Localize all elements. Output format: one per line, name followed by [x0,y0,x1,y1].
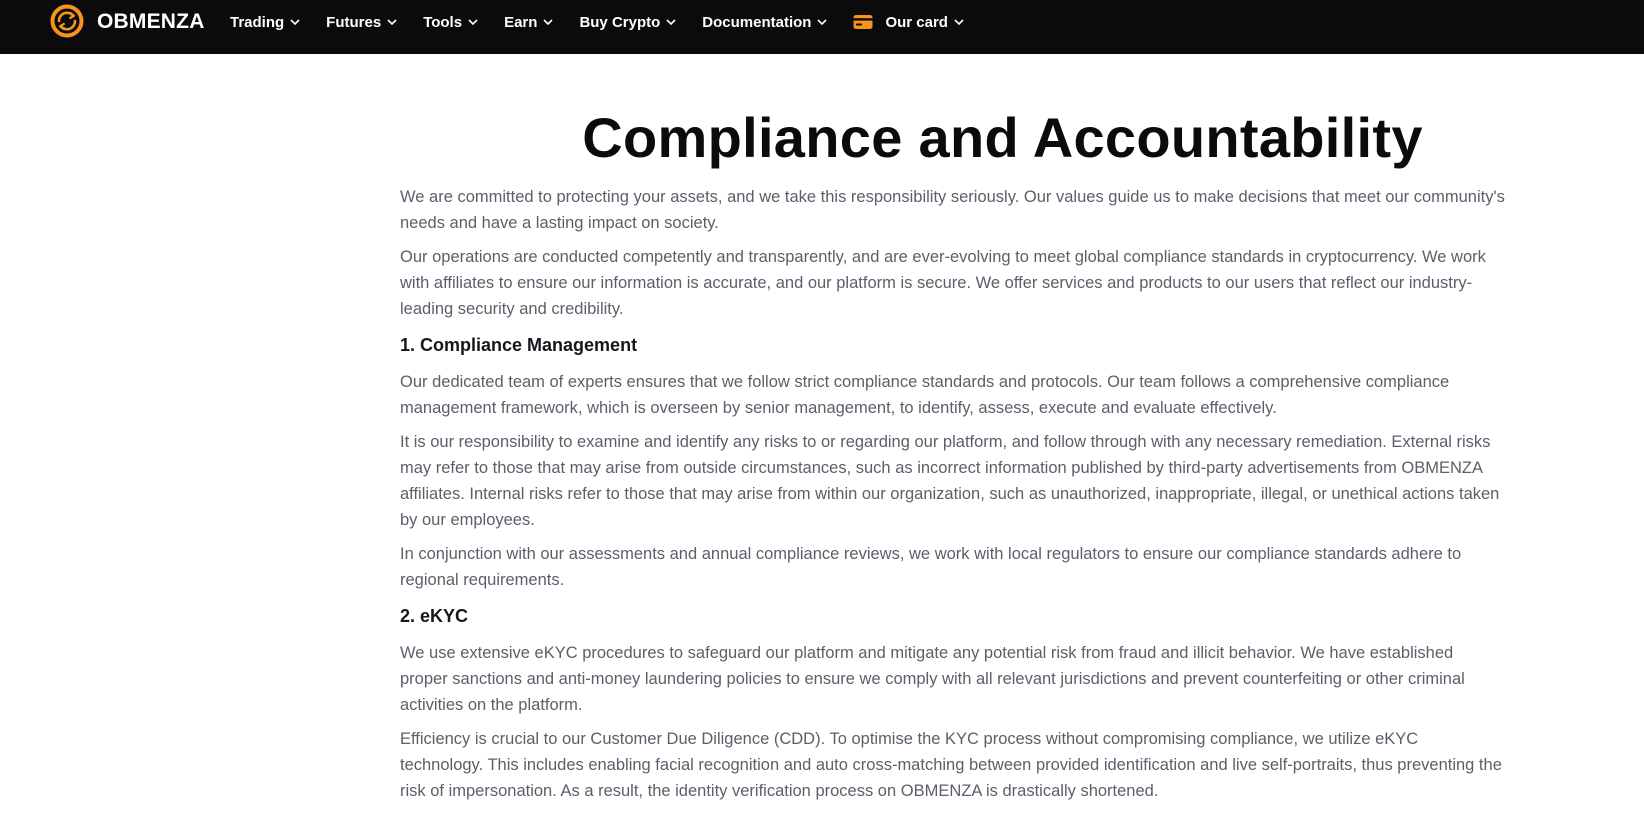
intro-paragraph: Our operations are conducted competently and transparently, and are ever-evolving to meet global compliance standards in cryptocurrency. We work with affiliates to ensure our information is accurate, and our platform is secure. We offer services and products to our users that reflect our industry-leading security and credibility. [400,248,1486,318]
chevron-down-icon [953,17,965,27]
nav-item-label: Documentation [702,13,812,31]
brand-name[interactable]: OBMENZA [97,10,205,33]
nav-item-label: Futures [326,13,382,31]
nav-item-label: Our card [885,13,948,31]
nav-item-documentation[interactable] [702,14,828,31]
nav-item-label: Trading [230,13,285,31]
nav-item-tools[interactable] [423,14,479,31]
main-content [400,100,1505,804]
nav-item-futures[interactable] [326,14,398,31]
section-paragraph: It is our responsibility to examine and identify any risks to or regarding our platform, and follow through with any necessary remediation. External risks may refer to those that may arise from outside circumstances, such as incorrect information published by third-party advertisements from OBMENZA affiliates. Internal risks refer to those that may arise from within our organization, such as unauthorized, inappropriate, illegal, or unethical actions taken by our employees. [400,433,1500,529]
chevron-down-icon [816,17,828,27]
nav-item-label: Tools [423,13,463,31]
nav-item-earn[interactable] [504,14,554,31]
top-navigation-bar [0,0,1644,54]
chevron-down-icon [467,17,479,27]
section-paragraph: In conjunction with our assessments and annual compliance reviews, we work with local regulators to ensure our compliance standards adhere to regional requirements. [400,545,1462,589]
section-paragraph: Efficiency is crucial to our Customer Due Diligence (CDD). To optimise the KYC process without compromising compliance, we utilize eKYC technology. This includes enabling facial recognition and auto cross-matching between provided identification and live self-portraits, thus preventing the risk of impersonation. As a result, the identity verification process on OBMENZA is drastically shortened. [400,730,1502,800]
chevron-down-icon [386,17,398,27]
section-paragraph: Our dedicated team of experts ensures that we follow strict compliance standards and protocols. Our team follows a comprehensive compliance management framework, which is overseen by senior management, to identify, assess, execute and evaluate effectively. [400,373,1450,417]
nav-item-buy-crypto[interactable] [579,14,677,31]
chevron-down-icon [542,17,554,27]
chevron-down-icon [665,17,677,27]
chevron-down-icon [289,17,301,27]
obmenza-logo-icon[interactable] [50,4,84,38]
section-heading-ekyc: 2. eKYC [400,606,469,626]
nav-item-our-card[interactable] [853,14,965,31]
section-heading-compliance-management: 1. Compliance Management [400,335,638,355]
credit-card-icon [853,14,873,30]
nav-item-trading[interactable] [230,14,301,31]
section-paragraph: We use extensive eKYC procedures to safeguard our platform and mitigate any potential risk from fraud and illicit behavior. We have established proper sanctions and anti-money laundering policies to ensure we comply with all relevant jurisdictions and prevent counterfeiting or other criminal activities on the platform. [400,644,1465,714]
page-title: Compliance and Accountability [582,106,1423,169]
nav-item-label: Buy Crypto [579,13,661,31]
main-nav [230,11,990,33]
intro-paragraph: We are committed to protecting your assets, and we take this responsibility seriously. Our values guide us to make decisions that meet our community's needs and have a lasting impact on society. [400,188,1505,232]
nav-item-label: Earn [504,13,538,31]
